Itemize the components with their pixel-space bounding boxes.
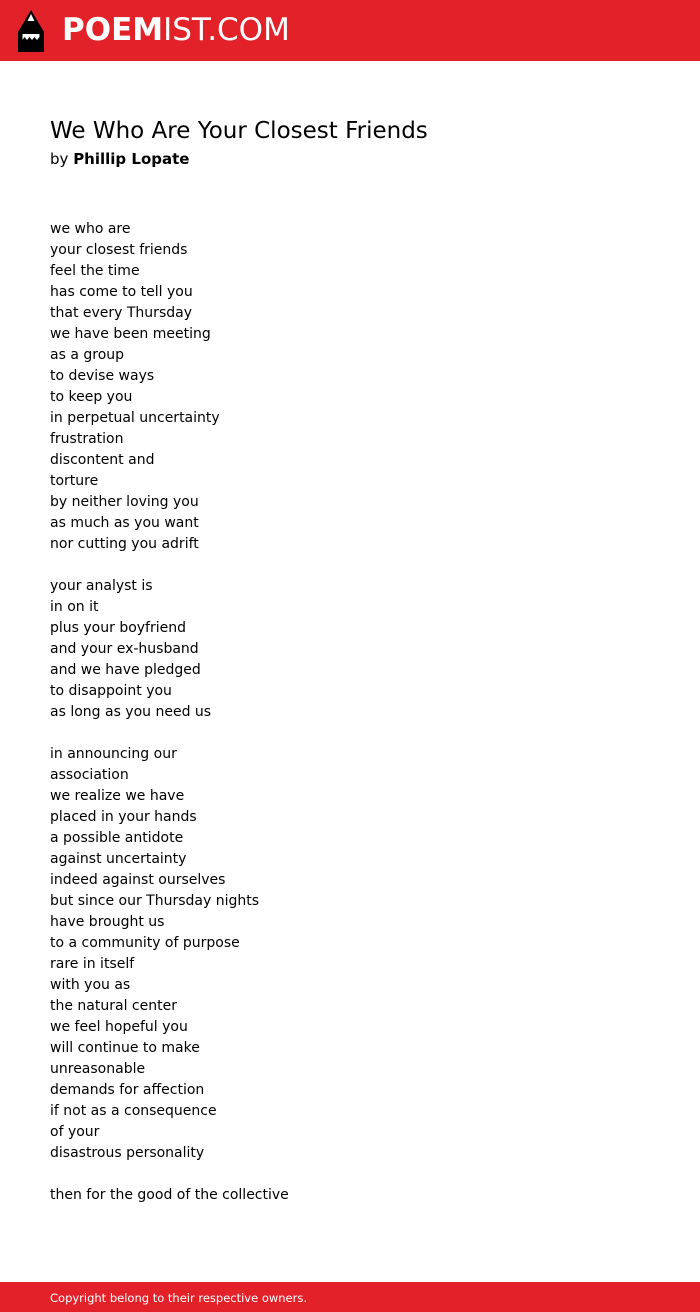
poem-line: to a community of purpose — [50, 935, 240, 951]
poem-line: the natural center — [50, 998, 177, 1014]
poem-line: then for the good of the collective — [50, 1187, 289, 1203]
poem-line: if not as a consequence — [50, 1103, 217, 1119]
poem-line: a possible antidote — [50, 830, 184, 846]
poem-title: We Who Are Your Closest Friends — [50, 118, 428, 144]
poem-line: against uncertainty — [50, 851, 187, 867]
site-footer — [0, 1282, 700, 1312]
poem-line: nor cutting you adrift — [50, 536, 199, 552]
poem-line: your analyst is — [50, 578, 153, 594]
poem-line: as a group — [50, 347, 125, 363]
poem-line: discontent and — [50, 452, 155, 468]
byline — [50, 149, 189, 169]
poem-line: placed in your hands — [50, 809, 197, 825]
poem-line: as long as you need us — [50, 704, 212, 720]
poem-line: association — [50, 767, 129, 783]
poem-line: and your ex-husband — [50, 641, 199, 657]
poem-stanza — [50, 1185, 289, 1206]
copyright-text: Copyright belong to their respective owners. — [50, 1291, 308, 1305]
poem-line: we feel hopeful you — [50, 1019, 188, 1035]
poem-line: feel the time — [50, 263, 140, 279]
by-label: by — [50, 150, 69, 168]
poem-line: demands for affection — [50, 1082, 205, 1098]
brand-bold: POEM — [62, 12, 164, 48]
poem-line: that every Thursday — [50, 305, 192, 321]
poem-line: and we have pledged — [50, 662, 201, 678]
poem-line: in announcing our — [50, 746, 177, 762]
poem-line: will continue to make — [50, 1040, 200, 1056]
poem-line: disastrous personality — [50, 1145, 205, 1161]
site-logo-text[interactable] — [62, 10, 290, 50]
poem-line: have brought us — [50, 914, 165, 930]
poem-line: to devise ways — [50, 368, 155, 384]
poem-stanza — [50, 744, 289, 1164]
poem-line: torture — [50, 473, 99, 489]
poem-line: has come to tell you — [50, 284, 193, 300]
site-header — [0, 0, 700, 61]
poem-line: to keep you — [50, 389, 133, 405]
poem-line: we realize we have — [50, 788, 185, 804]
brand-light: IST.COM — [163, 12, 290, 48]
poem-line: frustration — [50, 431, 124, 447]
author-name: Phillip Lopate — [73, 150, 190, 168]
poem-line: with you as — [50, 977, 131, 993]
poem-line: by neither loving you — [50, 494, 199, 510]
poem-line: as much as you want — [50, 515, 199, 531]
poem-line: rare in itself — [50, 956, 135, 972]
poem-line: we who are — [50, 221, 131, 237]
poem-line: plus your boyfriend — [50, 620, 187, 636]
poem-line: in perpetual uncertainty — [50, 410, 220, 426]
poem-line: your closest friends — [50, 242, 188, 258]
poem-stanza — [50, 219, 289, 555]
poem-line: but since our Thursday nights — [50, 893, 260, 909]
pencil-tip-icon[interactable] — [18, 10, 44, 52]
poem-body — [50, 219, 289, 1227]
poem-line: indeed against ourselves — [50, 872, 226, 888]
poem-line: of your — [50, 1124, 100, 1140]
poem-stanza — [50, 576, 289, 723]
poem-line: to disappoint you — [50, 683, 172, 699]
poem-line: unreasonable — [50, 1061, 146, 1077]
poem-line: in on it — [50, 599, 99, 615]
poem-line: we have been meeting — [50, 326, 211, 342]
